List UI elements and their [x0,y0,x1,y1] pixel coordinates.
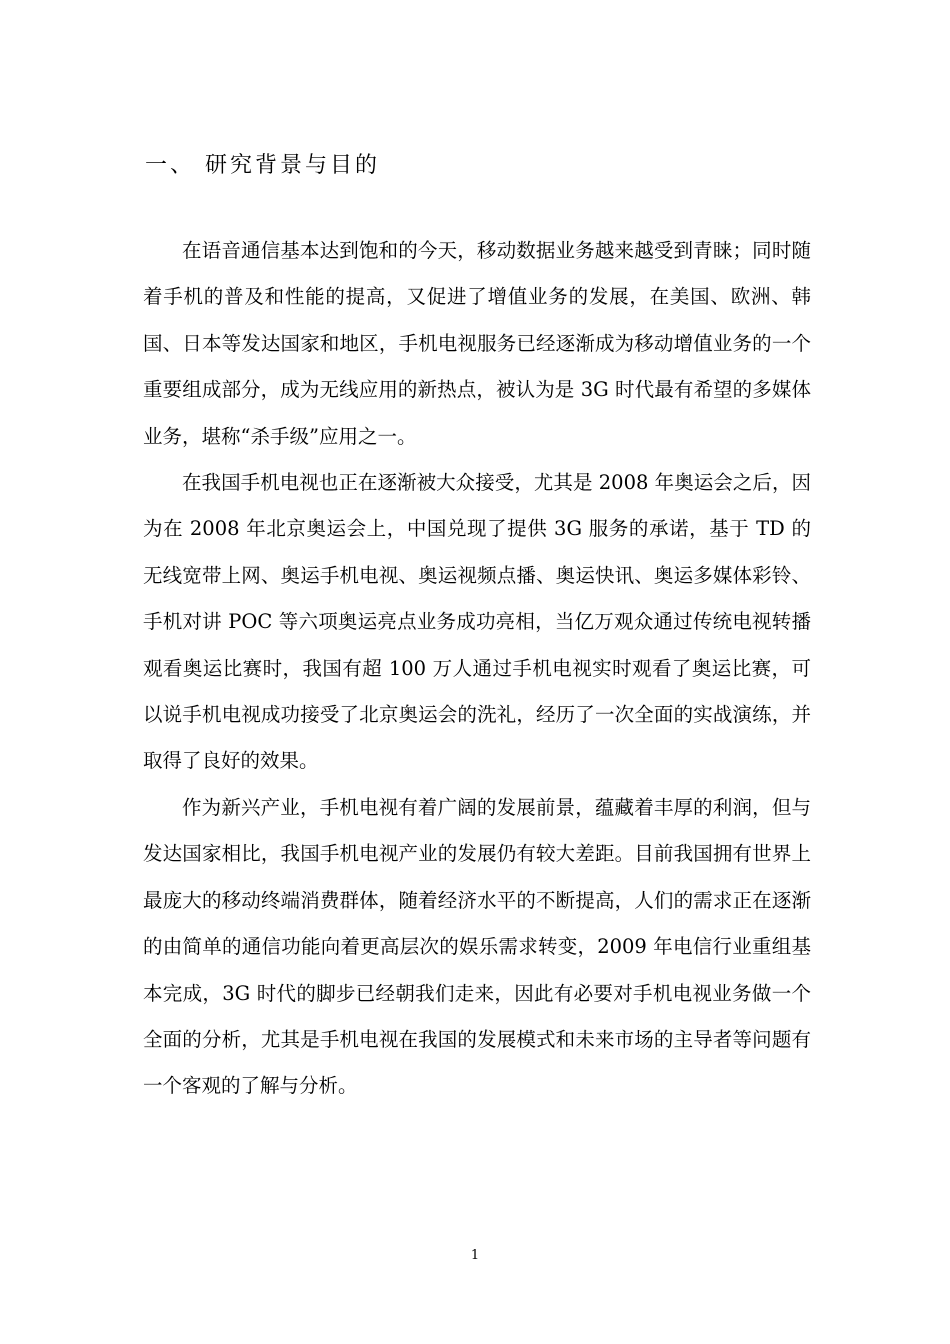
paragraph-olympics: 在我国手机电视也正在逐渐被大众接受，尤其是 2008 年奥运会之后，因为在 2008 年北京奥运会上，中国兑现了提供 3G 服务的承诺，基于 TD 的无线宽带上网、奥运手机电视、奥运视频点播、奥运快讯、奥运多媒体彩铃、手机对讲 POC 等六项奥运亮点业务成功亮相，当亿万观众通过传统电视转播观看奥运比赛时，我国有超 100 万人通过手机电视实时观看了奥运比赛，可以说手机电视成功接受了北京奥运会的洗礼，经历了一次全面的实战演练，并取得了良好的效果。 [143,471,811,773]
paragraph-purpose: 作为新兴产业，手机电视有着广阔的发展前景，蕴藏着丰厚的利润，但与发达国家相比，我国手机电视产业的发展仍有较大差距。目前我国拥有世界上最庞大的移动终端消费群体，随着经济水平的不断提高，人们的需求正在逐渐的由简单的通信功能向着更高层次的娱乐需求转变，2009 年电信行业重组基本完成，3G 时代的脚步已经朝我们走来，因此有必要对手机电视业务做一个全面的分析，尤其是手机电视在我国的发展模式和未来市场的主导者等问题有一个客观的了解与分析。 [143,795,811,1098]
paragraph-background: 在语音通信基本达到饱和的今天，移动数据业务越来越受到青睐；同时随着手机的普及和性能的提高，又促进了增值业务的发展，在美国、欧洲、韩国、日本等发达国家和地区，手机电视服务已经逐渐成为移动增值业务的一个重要组成部分，成为无线应用的新热点，被认为是 3G 时代最有希望的多媒体业务，堪称“杀手级”应用之一。 [143,239,811,448]
body-text [143,228,811,1110]
section-heading: 一、 研究背景与目的 [145,153,380,178]
page-number: 1 [470,1248,480,1263]
